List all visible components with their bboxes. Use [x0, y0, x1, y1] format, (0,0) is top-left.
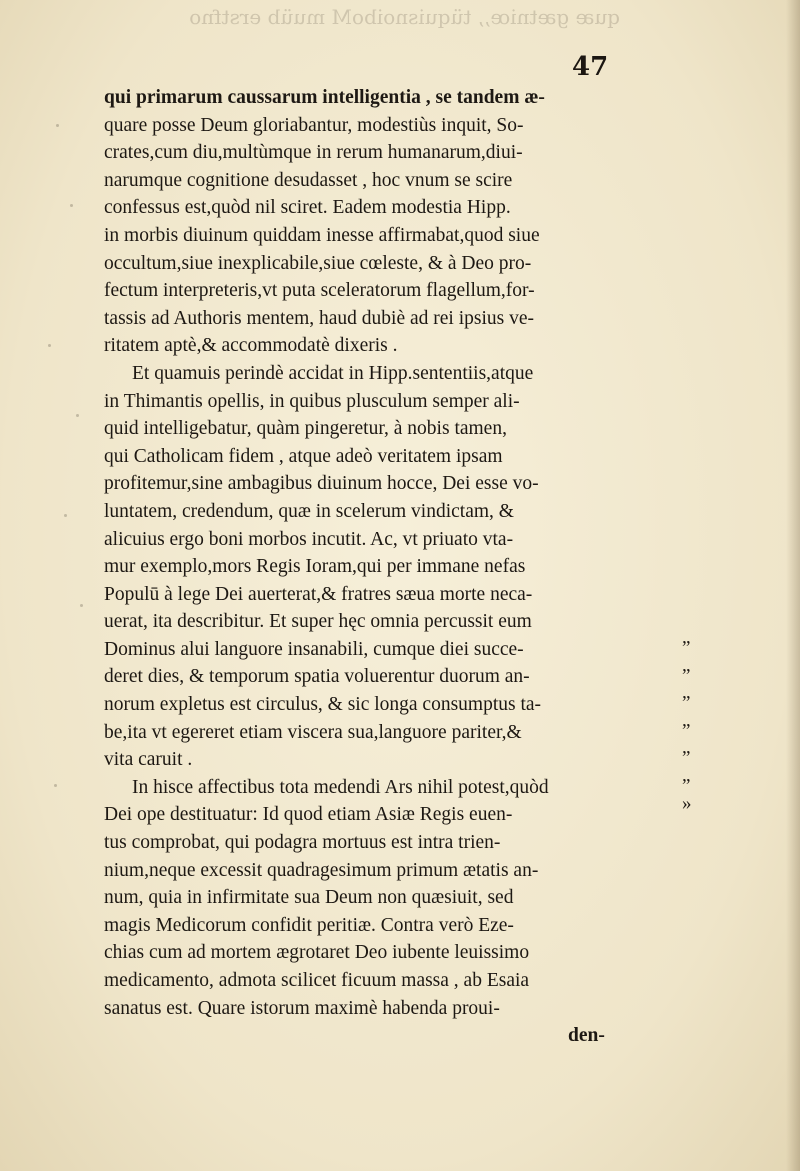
text-line: fectum interpreteris,vt puta sceleratorum flagellum,for-	[104, 280, 535, 302]
quote-mark: »	[682, 792, 692, 814]
text-line: Populū à lege Dei auerterat,& fratres sæua morte neca-	[104, 583, 533, 605]
text-line: tus comprobat, qui podagra mortuus est intra trien-	[104, 832, 501, 854]
margin-stains	[36, 84, 96, 984]
text-line: medicamento, admota scilicet ficuum massa , ab Esaia	[104, 970, 530, 991]
quote-mark: „	[682, 627, 691, 648]
text-line: Dominus alui languore insanabili, cumque diei succe-	[104, 638, 524, 660]
text-line: uerat, ita describitur. Et super hęc omnia percussit eum	[104, 611, 532, 633]
text-line: nium,neque excessit quadragesimum primum ætatis an-	[104, 859, 539, 881]
text-line: narumque cognitione desudasset , hoc vnum se scire	[104, 169, 513, 191]
text-line: norum expletus est circulus, & sic longa consumptus ta-	[104, 694, 542, 716]
text-line: mur exemplo,mors Regis Ioram,qui per immane nefas	[104, 556, 526, 578]
text-line: In hisce affectibus tota medendi Ars nihil potest,quòd	[132, 776, 549, 798]
text-line: profitemur,sine ambagibus diuinum hocce, Dei esse vo-	[104, 473, 539, 495]
text-line: chias cum ad mortem ægrotaret Deo iubente leuissimo	[104, 942, 530, 964]
text-line: ritatem aptè,& accommodatè dixeris .	[104, 335, 398, 357]
text-line: Dei ope destituatur: Id quod etiam Asiæ Regis euen-	[104, 804, 513, 826]
text-line: luntatem, credendum, quæ in scelerum vindictam, &	[104, 500, 514, 522]
quote-mark: „	[682, 682, 691, 704]
text-line: vita caruit .	[104, 749, 193, 771]
text-line: qui primarum caussarum intelligentia , se tandem æ-	[104, 87, 545, 108]
catchword: den-	[568, 1025, 605, 1046]
bleed-through-text: quæ gætniœ,, tüquisnoiboM muüb erstfno	[189, 5, 620, 29]
text-line: quare posse Deum gloriabantur, modestiùs inquit, So-	[104, 114, 524, 136]
quote-mark: „	[682, 654, 691, 676]
page-number: 47	[572, 52, 609, 82]
quotation-marks-column	[682, 624, 706, 817]
text-line: sanatus est. Quare istorum maximè habenda proui-	[104, 997, 500, 1019]
text-line: be,ita vt egereret etiam viscera sua,languore pariter,&	[104, 721, 522, 743]
text-line: in morbis diuinum quiddam inesse affirmabat,quod siue	[104, 224, 540, 246]
text-line: magis Medicorum confidit peritiæ. Contra verò Eze-	[104, 914, 514, 936]
quote-mark: „	[682, 737, 691, 759]
text-line: tassis ad Authoris mentem, haud dubiè ad rei ipsius ve-	[104, 307, 535, 329]
text-line: num, quia in infirmitate sua Deum non quæsiuit, sed	[104, 887, 514, 909]
text-line: occultum,siue inexplicabile,siue cœleste, & à Deo pro-	[104, 252, 532, 274]
text-line: confessus est,quòd nil sciret. Eadem modestia Hipp.	[104, 197, 511, 219]
text-line: in Thimantis opellis, in quibus plusculum semper ali-	[104, 390, 520, 412]
text-line: quid intelligebatur, quàm pingeretur, à nobis tamen,	[104, 418, 507, 440]
text-line: deret dies, & temporum spatia voluerentur duorum an-	[104, 666, 530, 688]
quote-mark: „	[682, 764, 691, 786]
quote-mark: „	[682, 709, 691, 731]
text-line: Et quamuis perindè accidat in Hipp.sententiis,atque	[132, 362, 534, 384]
text-line: alicuius ergo boni morbos incutit. Ac, vt priuato vta-	[104, 528, 514, 550]
text-line: qui Catholicam fidem , atque adeò veritatem ipsam	[104, 445, 503, 467]
text-line: crates,cum diu,multùmque in rerum humanarum,diui-	[104, 142, 523, 164]
body-text	[104, 84, 656, 1022]
